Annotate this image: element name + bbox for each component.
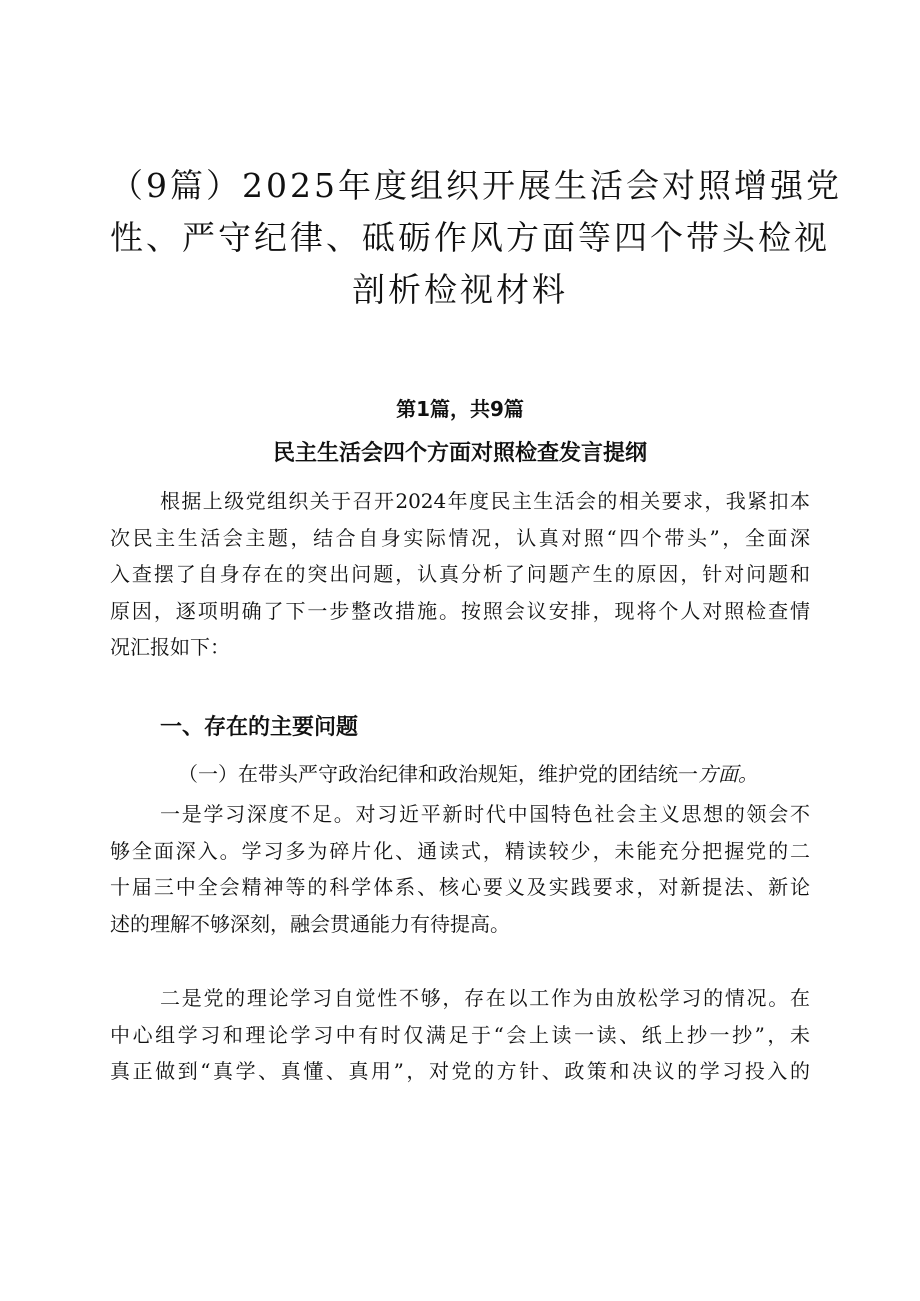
part-label: 第1篇，共9篇 [396,397,524,421]
intro-line: 况汇报如下： [110,635,230,659]
sub-heading-tail: 方面。 [698,762,758,786]
intro-line: 根据上级党组织关于召开2024年度民主生活会的相关要求，我紧扣本 [160,489,810,513]
intro-line: 入查摆了自身存在的突出问题，认真分析了问题产生的原因，针对问题和 [110,562,810,586]
point-two-line: 真正做到“真学、真懂、真用”，对党的方针、政策和决议的学习投入的 [110,1059,810,1083]
point-one-line: 十届三中全会精神等的科学体系、核心要义及实践要求，对新提法、新论 [110,875,810,899]
point-one-paragraph [110,796,810,942]
section-heading: 一、存在的主要问题 [160,715,359,740]
intro-paragraph [110,483,810,666]
intro-line: 原因，逐项明确了下一步整改措施。按照会议安排，现将个人对照检查情 [110,598,810,623]
subtitle: 民主生活会四个方面对照检查发言提纲 [272,441,647,466]
sub-heading [178,758,758,790]
point-two-line: 二是党的理论学习自觉性不够，存在以工作为由放松学习的情况。在 [160,986,810,1010]
point-two-line: 中心组学习和理论学习中有时仅满足于“会上读一读、纸上抄一抄”，未 [110,1022,810,1047]
sub-heading-main: （一）在带头严守政治纪律和政治规矩，维护党的团结统一 [178,762,698,786]
point-one-line: 一是学习深度不足。对习近平新时代中国特色社会主义思想的领会不 [160,802,810,826]
title-line-2: 性、严守纪律、砥砺作风方面等四个带头检视 [110,218,830,257]
point-one-line: 述的理解不够深刻，融会贯通能力有待提高。 [110,911,510,936]
title-line-3: 剖析检视材料 [352,270,568,309]
point-two-paragraph [110,980,810,1090]
intro-line: 次民主生活会主题，结合自身实际情况，认真对照“四个带头”，全面深 [110,525,810,550]
point-one-line: 够全面深入。学习多为碎片化、通读式，精读较少，未能充分把握党的二 [110,838,810,863]
document-title [110,160,842,316]
title-line-1: （9篇）2025年度组织开展生活会对照增强党 [110,166,842,205]
